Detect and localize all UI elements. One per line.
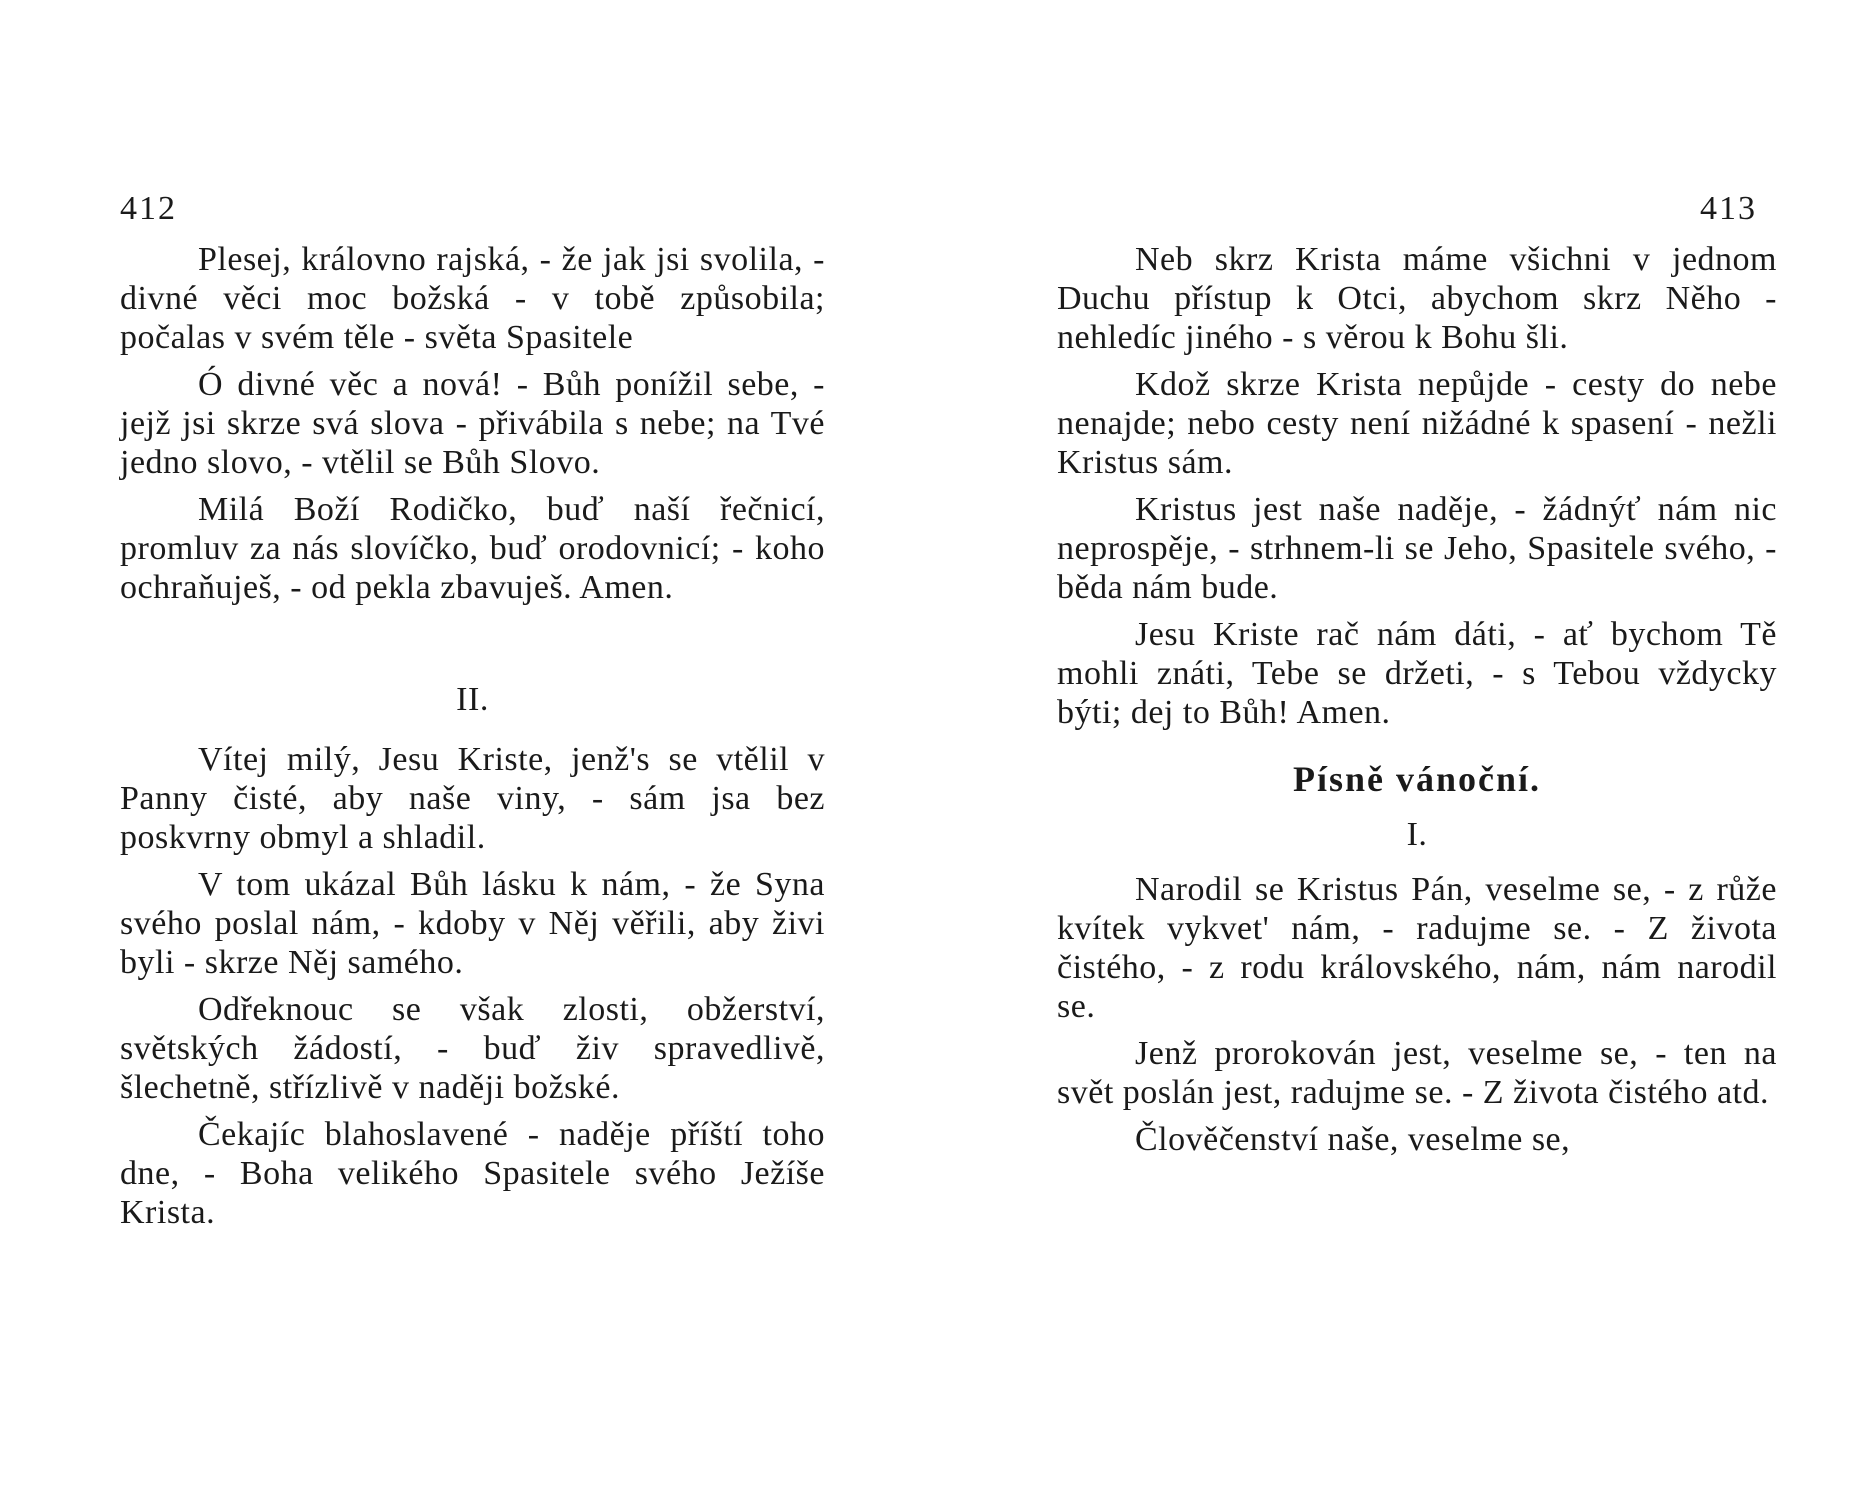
paragraph: Čekajíc blahoslavené - naděje příští toho dne, - Boha velikého Spasitele svého Ježíše Krista. [120,1116,825,1231]
paragraph: Kdož skrze Krista nepůjde - cesty do nebe nenajde; nebo cesty není nižádné k spasení - nežli Kristus sám. [1057,366,1777,481]
paragraph: Milá Boží Rodičko, buď naší řečnicí, promluv za nás slovíčko, buď orodovnicí; - koho ochraňuješ, - od pekla zbavuješ. Amen. [120,491,825,606]
hymn-text [120,240,825,615]
paragraph: Neb skrz Krista máme všichni v jednom Duchu přístup k Otci, abychom skrz Něho - nehledíc jiného - s věrou k Bohu šli. [1057,241,1777,356]
page-number: 413 [1700,190,1757,227]
hymn-text [1057,240,1777,740]
section-heading-block [120,680,825,719]
section-heading-block [1057,815,1777,854]
hymn-text [120,740,825,1240]
paragraph: Vítej milý, Jesu Kriste, jenž's se vtělil v Panny čisté, aby naše viny, - sám jsa bez poskvrny obmyl a shladil. [120,741,825,856]
paragraph: V tom ukázal Bůh lásku k nám, - že Syna svého poslal nám, - kdoby v Něj věřili, aby živi byli - skrze Něj samého. [120,866,825,981]
paragraph: Odřeknouc se však zlosti, obžerství, světských žádostí, - buď živ spravedlivě, šlechetně, střízlivě v naději božské. [120,991,825,1106]
chapter-title: Písně vánoční. [1292,759,1542,799]
paragraph: Plesej, královno rajská, - že jak jsi svolila, - divné věci moc božská - v tobě způsobila; počalas v svém těle - světa Spasitele [120,241,825,356]
right-page [927,0,1854,1500]
paragraph: Ó divné věc a nová! - Bůh ponížil sebe, - jejž jsi skrze svá slova - přivábila s nebe; na Tvé jedno slovo, - vtělil se Bůh Slovo. [120,366,825,481]
section-number: II. [456,681,489,718]
page-number: 412 [120,190,177,227]
paragraph: Narodil se Kristus Pán, veselme se, - z růže kvítek vykvet' nám, - radujme se. - Z života čistého, - z rodu královského, nám, nám narodil se. [1057,871,1777,1025]
paragraph: Člověčenství naše, veselme se, [1135,1121,1571,1158]
paragraph: Jesu Kriste rač nám dáti, - ať bychom Tě mohli znáti, Tebe se držeti, - s Tebou vždycky býti; dej to Bůh! Amen. [1057,616,1777,731]
paragraph: Jenž prorokován jest, veselme se, - ten na svět poslán jest, radujme se. - Z života čistého atd. [1057,1035,1777,1111]
chapter-title-block [1057,760,1777,799]
hymn-text [1057,870,1777,1167]
paragraph: Kristus jest naše naděje, - žádnýť nám nic neprospěje, - strhnem-li se Jeho, Spasitele svého, - běda nám bude. [1057,491,1777,606]
section-number: I. [1406,816,1428,853]
